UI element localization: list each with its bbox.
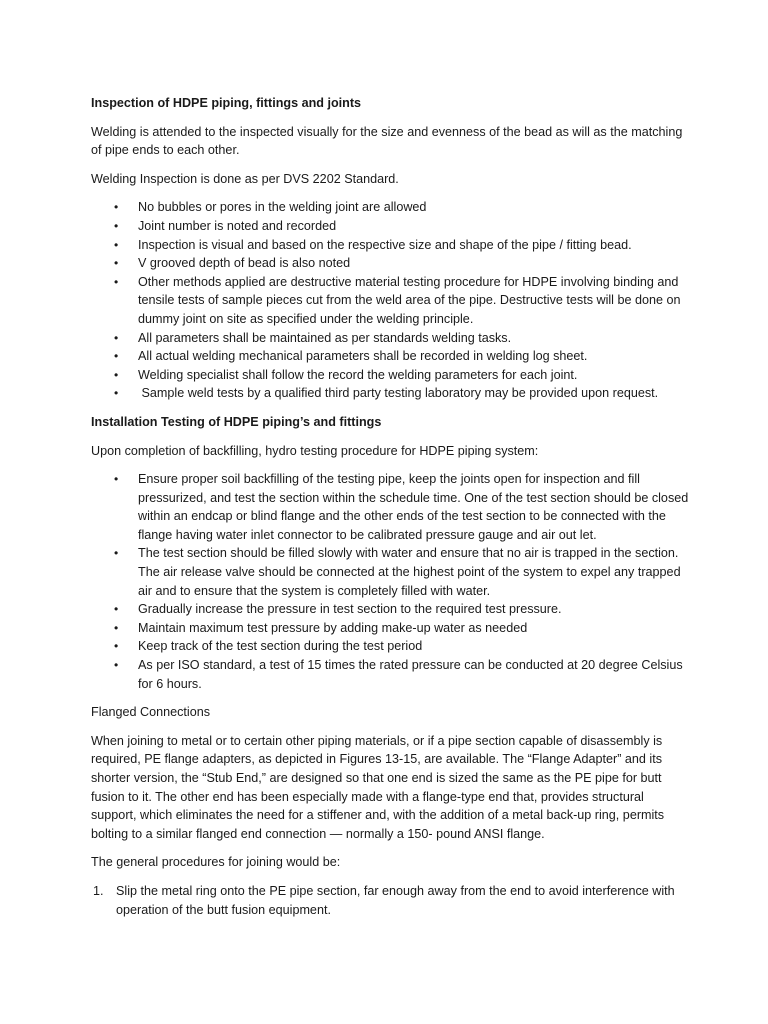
list-item-text: Slip the metal ring onto the PE pipe section, far enough away from the end to avoid interference with operation of the butt fusion equipment. xyxy=(116,883,675,917)
bullet-icon: • xyxy=(114,200,119,215)
list-item-text: Ensure proper soil backfilling of the testing pipe, keep the joints open for inspection and fill pressurized, and test the section within the schedule time. One of the test section should be closed within an endcap or blind flange and the other ends of the test section to be connected with the flange having water inlet connector to be calibrated pressure gauge and air out let. xyxy=(138,472,689,542)
list-item-text: Keep track of the test section during the test period xyxy=(138,639,423,654)
section-heading-installation-testing: Installation Testing of HDPE piping’s and fittings xyxy=(91,414,382,429)
bullet-icon: • xyxy=(114,658,119,673)
document-body xyxy=(91,94,691,919)
list-item xyxy=(91,470,691,544)
bullet-icon: • xyxy=(114,367,119,382)
paragraph: When joining to metal or to certain other piping materials, or if a pipe section capable of disassembly is required, PE flange adapters, as depicted in Figures 13-15, are available. The “Flange Adapter” and its shorter version, the “Stub End,” are designed so that one end is sized the same as the PE pipe for butt fusion to it. The other end has been especially made with a flange-type end that, provides structural support, which eliminates the need for a stiffener and, with the addition of a metal back-up ring, permits bolting to a similar flanged end connection — normally a 150- pound ANSI flange. xyxy=(91,733,665,841)
list-item xyxy=(91,882,691,919)
bullet-list-inspection xyxy=(91,198,691,403)
bullet-icon: • xyxy=(114,237,119,252)
list-item xyxy=(91,384,691,403)
list-item xyxy=(91,198,691,217)
paragraph: Welding is attended to the inspected visually for the size and evenness of the bead as will as the matching of pipe ends to each other. xyxy=(91,124,683,158)
list-item-text: Other methods applied are destructive material testing procedure for HDPE involving binding and tensile tests of sample pieces cut from the weld area of the pipe. Destructive tests will be done on dummy joint on site as specified under the welding principle. xyxy=(138,274,681,326)
bullet-icon: • xyxy=(114,274,119,289)
list-item xyxy=(91,619,691,638)
list-item-text: Inspection is visual and based on the respective size and shape of the pipe / fitting bead. xyxy=(138,237,632,252)
bullet-icon: • xyxy=(114,620,119,635)
list-item xyxy=(91,273,691,329)
list-item xyxy=(91,347,691,366)
bullet-icon: • xyxy=(114,639,119,654)
bullet-icon: • xyxy=(114,349,119,364)
bullet-icon: • xyxy=(114,386,119,401)
list-item-text: Joint number is noted and recorded xyxy=(138,218,337,233)
section-heading-inspection: Inspection of HDPE piping, fittings and joints xyxy=(91,96,362,110)
bullet-list-testing xyxy=(91,470,691,693)
list-item-text: The test section should be filled slowly with water and ensure that no air is trapped in the section. The air release valve should be connected at the highest point of the system to expel any trapped air and to ensure that the system is completely filled with water. xyxy=(138,546,681,598)
section-heading-flanged-connections: Flanged Connections xyxy=(91,705,211,720)
numbered-list-procedure xyxy=(91,882,691,919)
list-item-number: 1. xyxy=(93,883,104,898)
list-item-text: All parameters shall be maintained as per standards welding tasks. xyxy=(138,330,512,345)
bullet-icon: • xyxy=(114,602,119,617)
bullet-icon: • xyxy=(114,546,119,561)
bullet-icon: • xyxy=(114,330,119,345)
paragraph: Welding Inspection is done as per DVS 2202 Standard. xyxy=(91,171,399,186)
list-item xyxy=(91,544,691,600)
list-item xyxy=(91,254,691,273)
list-item xyxy=(91,217,691,236)
list-item xyxy=(91,236,691,255)
list-item-text: V grooved depth of bead is also noted xyxy=(138,256,351,271)
list-item xyxy=(91,329,691,348)
list-item-text: Welding specialist shall follow the record the welding parameters for each joint. xyxy=(138,367,578,382)
list-item xyxy=(91,656,691,693)
list-item-text: Gradually increase the pressure in test section to the required test pressure. xyxy=(138,602,562,617)
bullet-icon: • xyxy=(114,256,119,271)
list-item-text: All actual welding mechanical parameters shall be recorded in welding log sheet. xyxy=(138,349,588,364)
list-item xyxy=(91,366,691,385)
list-item xyxy=(91,637,691,656)
list-item-text: As per ISO standard, a test of 15 times the rated pressure can be conducted at 20 degree Celsius for 6 hours. xyxy=(138,658,683,691)
paragraph: The general procedures for joining would be: xyxy=(91,855,341,870)
paragraph: Upon completion of backfilling, hydro testing procedure for HDPE piping system: xyxy=(91,443,539,458)
list-item-text: Sample weld tests by a qualified third party testing laboratory may be provided upon request. xyxy=(138,386,659,401)
bullet-icon: • xyxy=(114,218,119,233)
list-item xyxy=(91,600,691,619)
list-item-text: Maintain maximum test pressure by adding make-up water as needed xyxy=(138,620,528,635)
bullet-icon: • xyxy=(114,472,119,487)
list-item-text: No bubbles or pores in the welding joint are allowed xyxy=(138,200,427,215)
